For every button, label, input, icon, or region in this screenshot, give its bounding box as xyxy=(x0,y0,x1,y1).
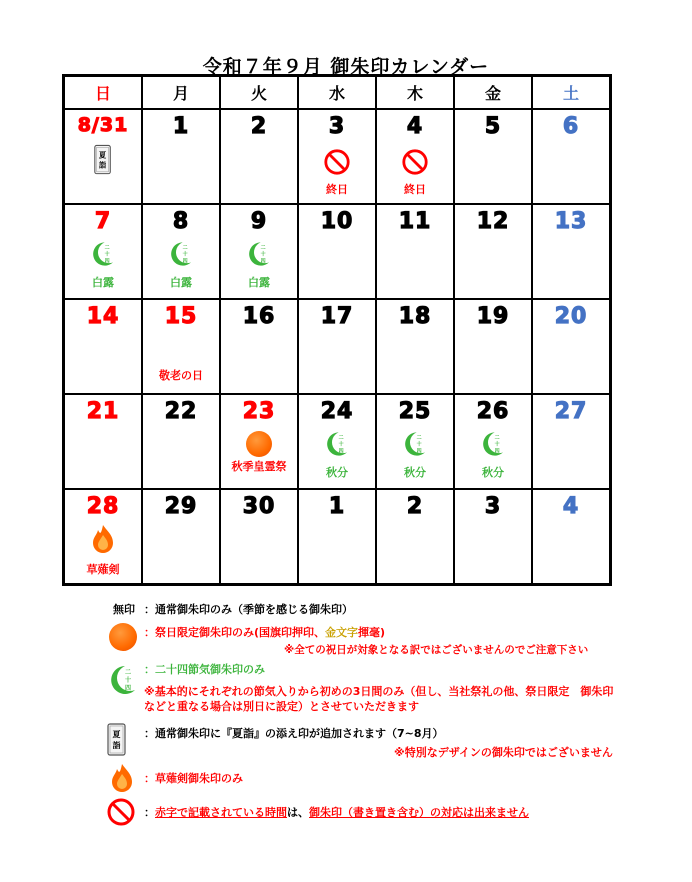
legend-mujirushi: ：通常御朱印のみ（季節を感じる御朱印） xyxy=(144,603,353,616)
day-number: 11 xyxy=(398,209,432,234)
weekday-fri: 金 xyxy=(454,76,532,110)
weekday-thu: 木 xyxy=(376,76,454,110)
day-number: 9 xyxy=(250,209,268,234)
day-number: 22 xyxy=(164,399,198,424)
svg-text:四: 四 xyxy=(260,258,266,265)
svg-text:四: 四 xyxy=(416,448,422,455)
day-cell xyxy=(298,204,376,299)
day-number: 17 xyxy=(320,304,354,329)
svg-text:二: 二 xyxy=(260,245,266,251)
day-cell xyxy=(64,489,143,585)
day-cell xyxy=(454,299,532,394)
day-cell xyxy=(298,489,376,585)
sekki-moon-icon xyxy=(143,239,219,273)
day-cell xyxy=(298,299,376,394)
day-number: 2 xyxy=(406,494,424,519)
legend-saijitsu-gold: 金文字 xyxy=(325,626,359,639)
page-title: 令和７年９月 御朱印カレンダー xyxy=(202,56,490,78)
sekki-moon-icon xyxy=(455,429,531,463)
event-label: 終日 xyxy=(404,183,426,196)
legend-saijitsu-a: ：祭日限定御朱印のみ(国旗印押印、 xyxy=(144,626,326,639)
sekki-moon-icon-legend xyxy=(105,662,141,702)
event-label: 敬老の日 xyxy=(159,369,203,382)
weekday-tue: 火 xyxy=(220,76,298,110)
day-cell xyxy=(454,204,532,299)
legend-closed-b: は、 xyxy=(287,806,309,819)
event-label: 秋季皇霊祭 xyxy=(231,460,287,473)
svg-text:夏: 夏 xyxy=(98,150,107,160)
legend-closed-a: ： xyxy=(144,806,155,819)
day-number: 26 xyxy=(476,399,510,424)
day-cell xyxy=(64,394,143,489)
event-label: 白露 xyxy=(170,276,192,289)
day-event xyxy=(143,239,219,290)
day-cell xyxy=(376,299,454,394)
sekki-moon-icon xyxy=(221,239,297,273)
legend-saijitsu-note: ※全ての祝日が対象となる訳ではございませんのでご注意下さい xyxy=(284,644,589,656)
weekday-sat: 土 xyxy=(532,76,611,110)
legend-mujirushi-key: 無印 xyxy=(113,603,135,616)
day-number: 1 xyxy=(172,114,190,139)
day-number: 8 xyxy=(172,209,190,234)
week-row xyxy=(64,204,611,299)
day-event xyxy=(65,144,141,180)
day-cell xyxy=(220,109,298,204)
day-cell xyxy=(454,489,532,585)
day-cell xyxy=(376,489,454,585)
day-number: 25 xyxy=(398,399,432,424)
svg-text:四: 四 xyxy=(104,258,110,265)
day-number: 24 xyxy=(320,399,354,424)
day-number: 21 xyxy=(86,399,120,424)
day-number: 12 xyxy=(476,209,510,234)
day-event xyxy=(65,522,141,577)
day-number: 20 xyxy=(554,304,588,329)
svg-text:四: 四 xyxy=(494,448,500,455)
day-cell xyxy=(298,394,376,489)
day-event xyxy=(65,239,141,290)
event-label: 草薙剣 xyxy=(86,563,120,576)
calendar-table xyxy=(62,74,612,586)
legend-natsumode-note: ※特別なデザインの御朱印ではございません xyxy=(394,746,613,759)
day-number: 4 xyxy=(562,494,580,519)
day-cell xyxy=(532,204,611,299)
day-number: 13 xyxy=(554,209,588,234)
day-number: 28 xyxy=(86,494,120,519)
day-event xyxy=(299,429,375,480)
week-row xyxy=(64,109,611,204)
day-cell xyxy=(376,394,454,489)
day-cell xyxy=(142,489,220,585)
prohibited-icon xyxy=(377,148,453,180)
day-cell xyxy=(220,394,298,489)
day-number: 18 xyxy=(398,304,432,329)
svg-text:二: 二 xyxy=(125,669,132,676)
sekki-moon-icon xyxy=(299,429,375,463)
day-cell xyxy=(376,109,454,204)
natsumode-tag-icon-legend xyxy=(106,723,128,761)
day-cell xyxy=(142,394,220,489)
day-cell xyxy=(220,489,298,585)
svg-text:二: 二 xyxy=(104,245,110,251)
day-cell xyxy=(454,394,532,489)
svg-text:詣: 詣 xyxy=(112,741,121,750)
weekday-sun: 日 xyxy=(64,76,143,110)
svg-text:四: 四 xyxy=(338,448,344,455)
kusanagi-flame-icon xyxy=(65,522,141,560)
day-cell xyxy=(64,109,143,204)
day-event xyxy=(455,429,531,480)
day-number: 3 xyxy=(328,114,346,139)
legend-kusanagi: ：草薙剣御朱印のみ xyxy=(144,772,243,785)
day-cell xyxy=(532,394,611,489)
day-event xyxy=(299,148,375,197)
weekday-mon: 月 xyxy=(142,76,220,110)
day-cell xyxy=(64,299,143,394)
day-number: 1 xyxy=(328,494,346,519)
event-label: 秋分 xyxy=(404,466,426,479)
sekki-moon-icon xyxy=(377,429,453,463)
legend-closed xyxy=(144,804,529,820)
day-cell xyxy=(220,204,298,299)
day-number: 30 xyxy=(242,494,276,519)
svg-text:二: 二 xyxy=(416,435,422,441)
day-event xyxy=(221,239,297,290)
day-cell xyxy=(142,299,220,394)
event-label: 秋分 xyxy=(482,466,504,479)
day-number: 16 xyxy=(242,304,276,329)
day-cell xyxy=(142,204,220,299)
event-label: 白露 xyxy=(92,276,114,289)
prohibited-icon-legend xyxy=(106,797,136,831)
day-number: 19 xyxy=(476,304,510,329)
svg-text:十: 十 xyxy=(260,251,266,258)
svg-text:詣: 詣 xyxy=(98,160,107,170)
svg-text:四: 四 xyxy=(125,685,132,692)
day-cell xyxy=(376,204,454,299)
legend-closed-red1: 赤字で記載されている時間 xyxy=(155,806,287,819)
svg-text:十: 十 xyxy=(182,251,188,258)
day-number: 15 xyxy=(164,304,198,329)
svg-text:二: 二 xyxy=(182,245,188,251)
day-number: 3 xyxy=(484,494,502,519)
week-row xyxy=(64,489,611,585)
day-number: 2 xyxy=(250,114,268,139)
svg-text:十: 十 xyxy=(416,441,422,448)
day-number: 7 xyxy=(94,209,112,234)
svg-text:夏: 夏 xyxy=(112,730,121,739)
svg-text:二: 二 xyxy=(494,435,500,441)
day-number: 6 xyxy=(562,114,580,139)
day-cell xyxy=(532,109,611,204)
day-number: 4 xyxy=(406,114,424,139)
kusanagi-flame-icon-legend xyxy=(106,762,138,798)
saijitsu-sun-icon xyxy=(221,431,297,457)
prohibited-icon xyxy=(299,148,375,180)
day-event xyxy=(377,429,453,480)
day-cell xyxy=(64,204,143,299)
day-cell xyxy=(142,109,220,204)
day-cell xyxy=(532,299,611,394)
legend-natsumode: ：通常御朱印に『夏詣』の添え印が追加されます（7~8月） xyxy=(144,727,444,740)
weekday-wed: 水 xyxy=(298,76,376,110)
legend-saijitsu-b: 揮毫) xyxy=(358,626,386,639)
week-row xyxy=(64,394,611,489)
day-number: 23 xyxy=(242,399,276,424)
day-number: 27 xyxy=(554,399,588,424)
weekday-header-row xyxy=(64,76,611,110)
svg-text:二: 二 xyxy=(338,435,344,441)
day-number: 8/31 xyxy=(77,114,129,136)
sekki-moon-icon xyxy=(65,239,141,273)
day-number: 5 xyxy=(484,114,502,139)
week-row xyxy=(64,299,611,394)
svg-text:十: 十 xyxy=(125,677,132,684)
day-event xyxy=(221,431,297,474)
svg-text:十: 十 xyxy=(494,441,500,448)
legend-closed-red2: 御朱印（書き置き含む）の対応は出来ません xyxy=(309,806,529,819)
saijitsu-sun-icon xyxy=(109,623,137,651)
natsumode-tag-icon xyxy=(65,144,141,180)
day-event xyxy=(377,148,453,197)
day-event xyxy=(143,366,219,383)
day-cell xyxy=(532,489,611,585)
day-number: 10 xyxy=(320,209,354,234)
legend-sekki-note: ※基本的にそれぞれの節気入りから初めの3日間のみ（但し、当社祭礼の他、祭日限定 御朱印などと重なる場合は別日に設定）とさせていただきます xyxy=(144,685,614,713)
day-cell xyxy=(298,109,376,204)
day-cell xyxy=(220,299,298,394)
legend-sekki: ：二十四節気御朱印のみ xyxy=(144,663,265,676)
day-number: 29 xyxy=(164,494,198,519)
event-label: 秋分 xyxy=(326,466,348,479)
event-label: 白露 xyxy=(248,276,270,289)
svg-text:十: 十 xyxy=(338,441,344,448)
svg-text:十: 十 xyxy=(104,251,110,258)
day-cell xyxy=(454,109,532,204)
svg-text:四: 四 xyxy=(182,258,188,265)
event-label: 終日 xyxy=(326,183,348,196)
legend-saijitsu xyxy=(144,624,385,640)
day-number: 14 xyxy=(86,304,120,329)
